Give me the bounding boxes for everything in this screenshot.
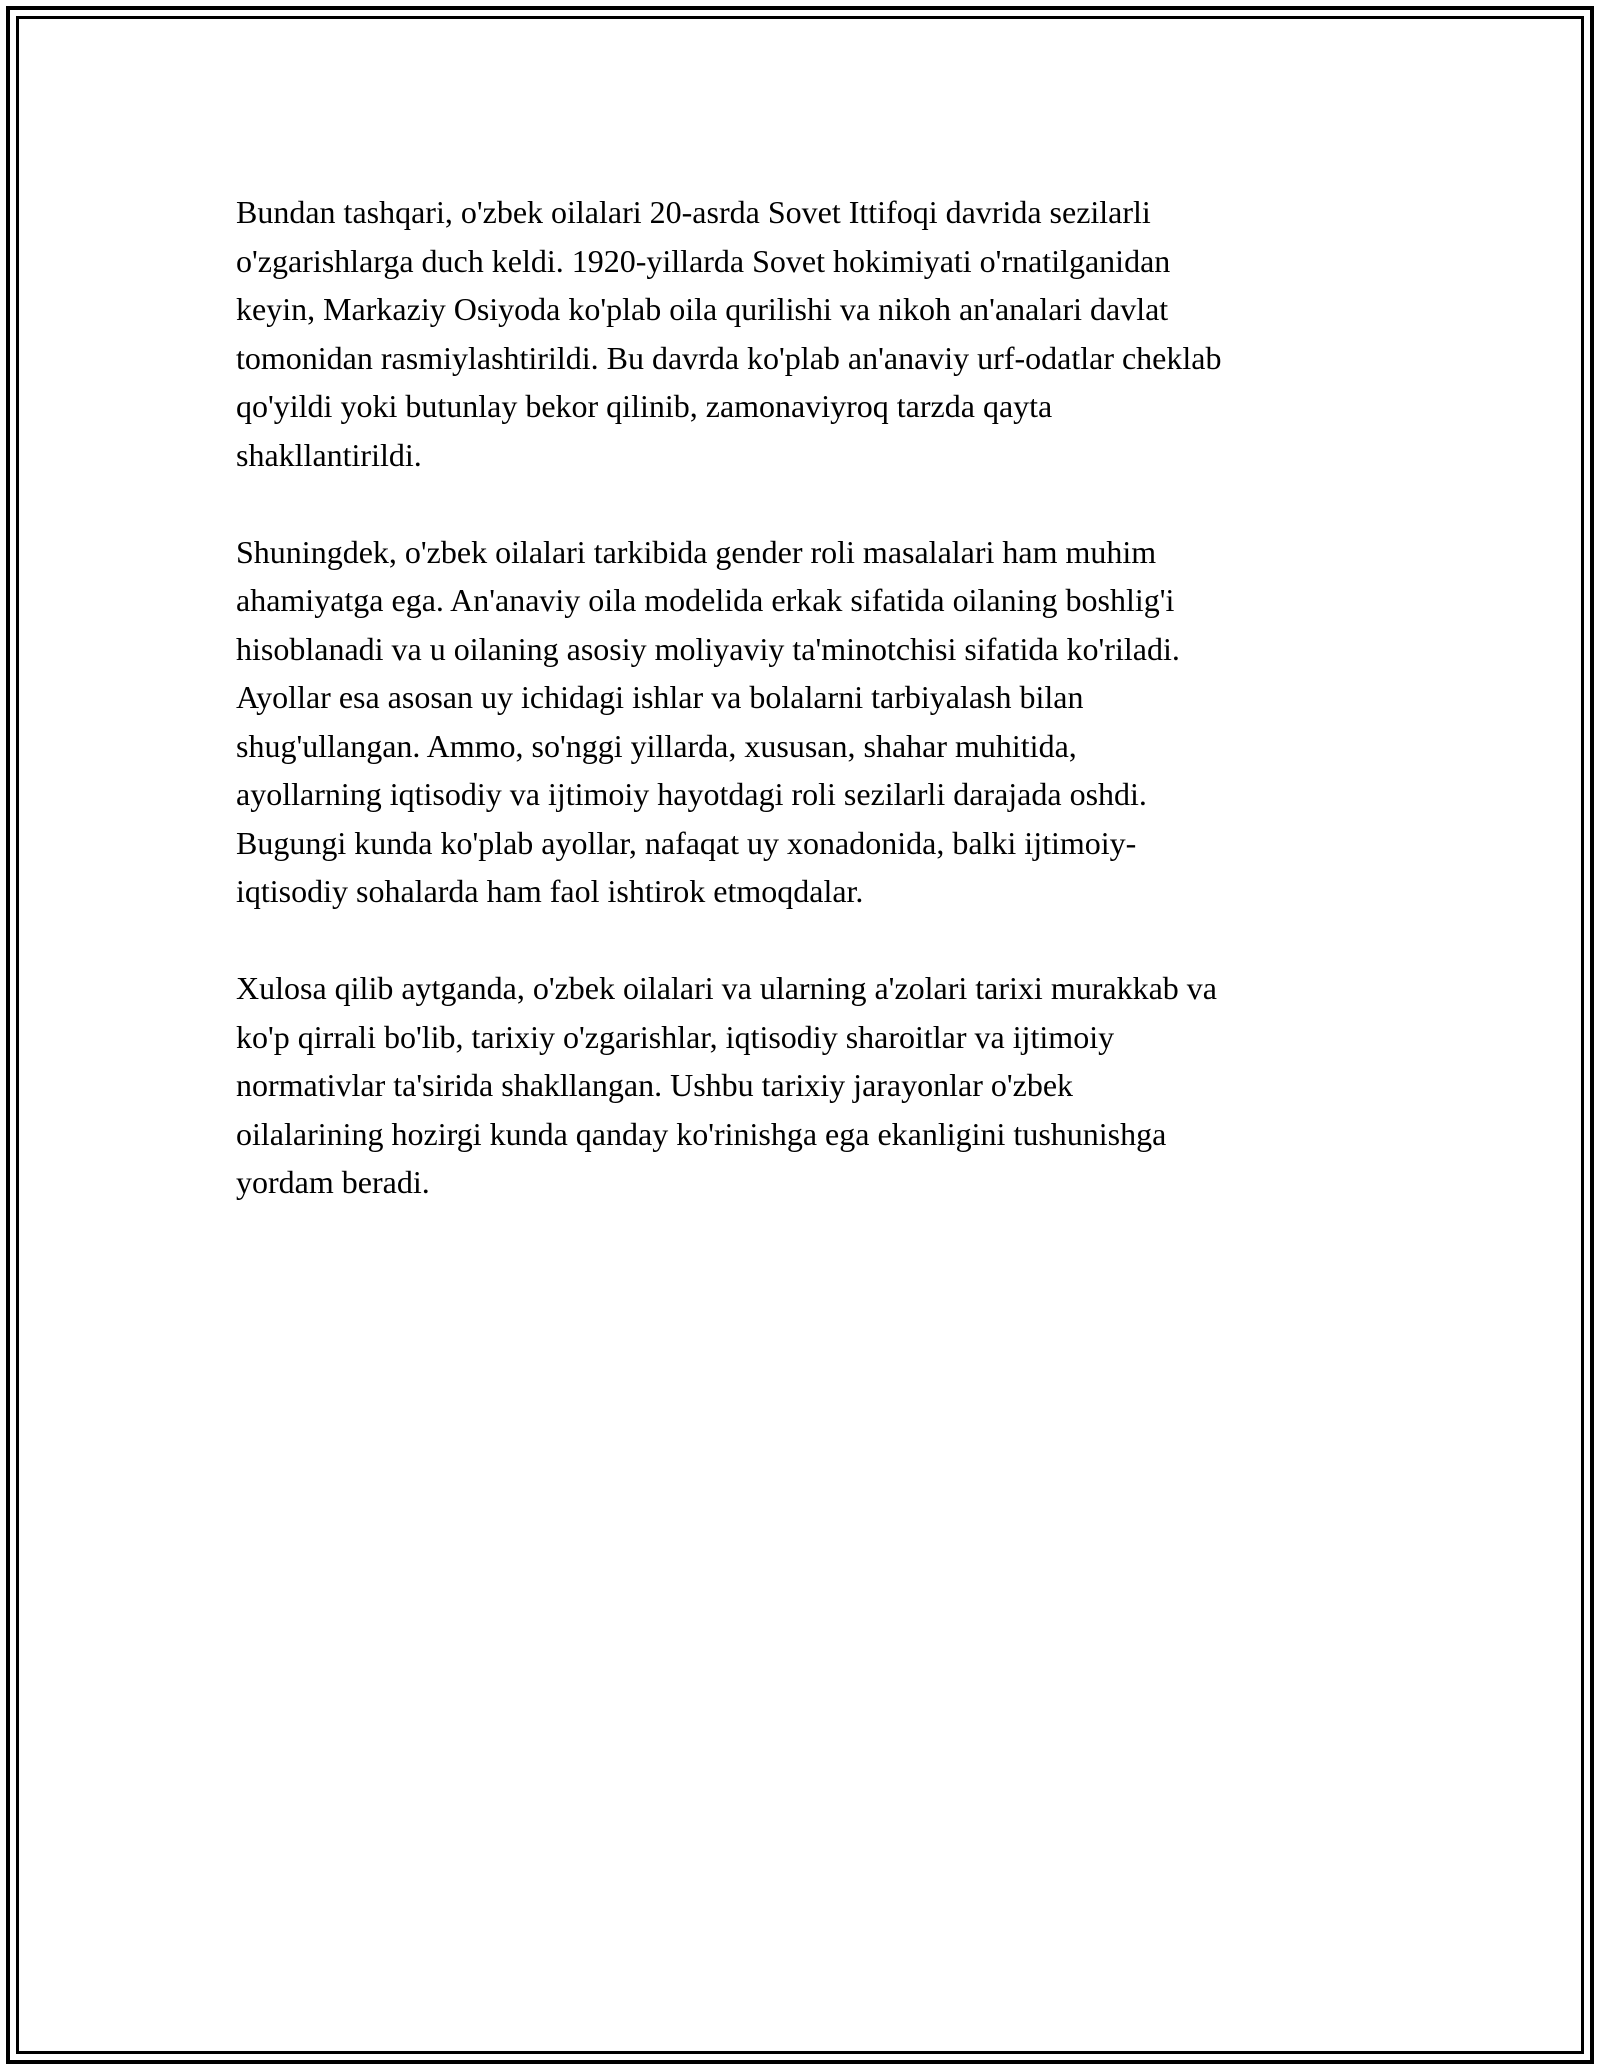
- paragraph-conclusion: [236, 964, 1386, 1207]
- text-line: o'zgarishlarga duch keldi. 1920-yillarda Sovet hokimiyati o'rnatilganidan: [236, 242, 1171, 279]
- text-line: Shuningdek, o'zbek oilalari tarkibida gender roli masalalari ham muhim: [236, 533, 1157, 570]
- text-line: oilalarining hozirgi kunda qanday ko'rinishga ega ekanligini tushunishga: [236, 1115, 1167, 1152]
- text-line: keyin, Markaziy Osiyoda ko'plab oila qurilishi va nikoh an'analari davlat: [236, 291, 1169, 327]
- text-line: shug'ullangan. Ammo, so'nggi yillarda, xususan, shahar muhitida,: [236, 727, 1077, 764]
- text-line: ko'p qirrali bo'lib, tarixiy o'zgarishlar, iqtisodiy sharoitlar va ijtimoiy: [236, 1018, 1115, 1055]
- text-line: hisoblanadi va u oilaning asosiy moliyaviy ta'minotchisi sifatida ko'riladi.: [236, 630, 1180, 667]
- paragraph-gender-roles: [236, 528, 1386, 916]
- paragraph-soviet-era: [236, 188, 1386, 479]
- text-line: Bugungi kunda ko'plab ayollar, nafaqat uy xonadonida, balki ijtimoiy-: [236, 824, 1137, 861]
- text-line: Ayollar esa asosan uy ichidagi ishlar va bolalarni tarbiyalash bilan: [236, 679, 1084, 715]
- text-line: ahamiyatga ega. An'anaviy oila modelida erkak sifatida oilaning boshlig'i: [236, 582, 1175, 618]
- text-line: shakllantirildi.: [236, 436, 422, 473]
- text-line: ayollarning iqtisodiy va ijtimoiy hayotdagi roli sezilarli darajada oshdi.: [236, 776, 1147, 812]
- text-line: tomonidan rasmiylashtirildi. Bu davrda ko'plab an'anaviy urf-odatlar cheklab: [236, 339, 1222, 376]
- text-line: Bundan tashqari, o'zbek oilalari 20-asrda Sovet Ittifoqi davrida sezilarli: [236, 194, 1151, 230]
- text-line: qo'yildi yoki butunlay bekor qilinib, zamonaviyroq tarzda qayta: [236, 388, 1053, 424]
- text-line: iqtisodiy sohalarda ham faol ishtirok etmoqdalar.: [236, 873, 864, 909]
- text-line: normativlar ta'sirida shakllangan. Ushbu tarixiy jarayonlar o'zbek: [236, 1067, 1074, 1103]
- text-line: yordam beradi.: [236, 1164, 430, 1200]
- document-body: [236, 188, 1386, 1255]
- text-line: Xulosa qilib aytganda, o'zbek oilalari va ularning a'zolari tarixi murakkab va: [236, 970, 1217, 1006]
